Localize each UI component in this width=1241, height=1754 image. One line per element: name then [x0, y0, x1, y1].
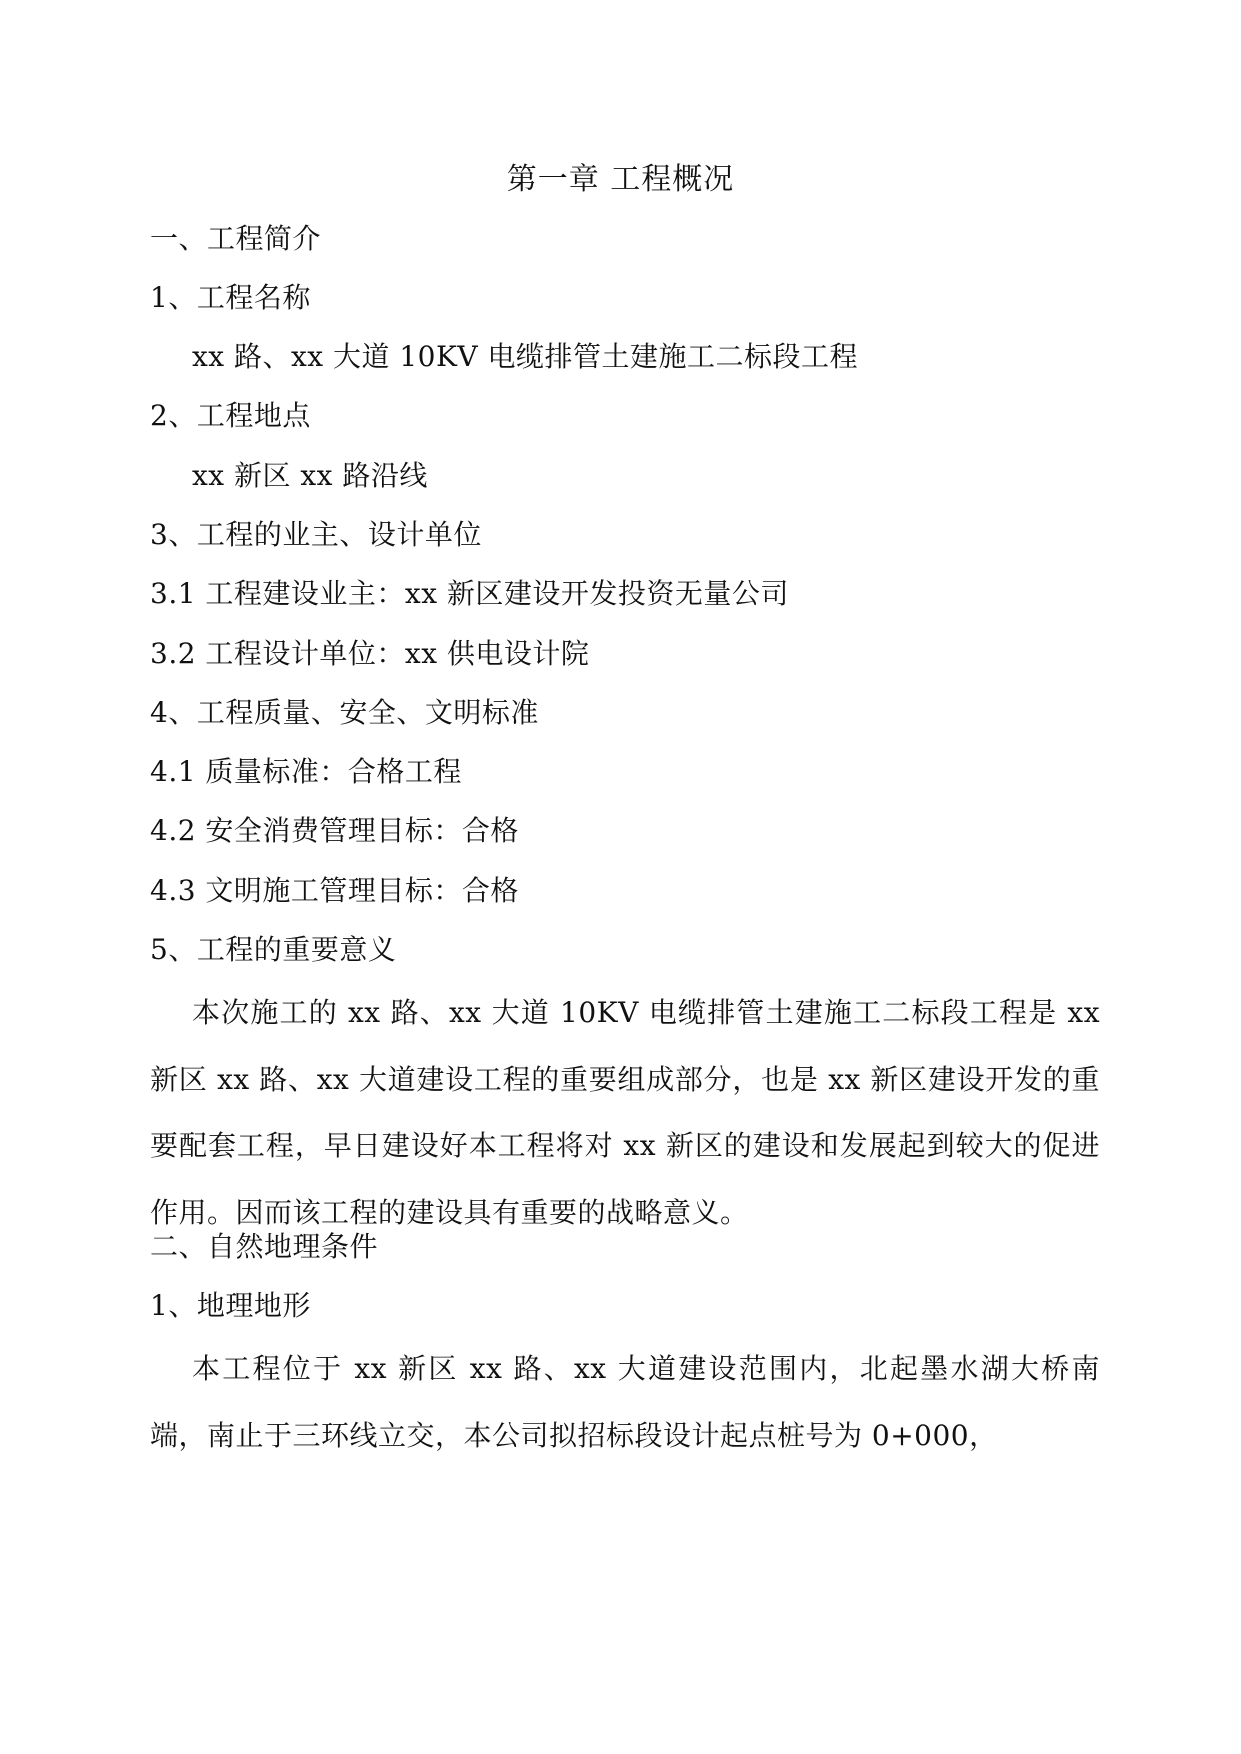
quality-standard-text: 4.1 质量标准：合格工程	[150, 755, 462, 788]
owner-text: 3.1 工程建设业主：xx 新区建设开发投资无量公司	[150, 577, 789, 610]
designer-text: 3.2 工程设计单位：xx 供电设计院	[150, 637, 590, 670]
subheading-geography: 1、地理地形	[150, 1289, 311, 1322]
subheading-project-name: 1、工程名称	[150, 281, 311, 314]
significance-paragraph: 本次施工的 xx 路、xx 大道 10KV 电缆排管土建施工二标段工程是 xx 新区 xx 路、xx 大道建设工程的重要组成部分，也是 xx 新区建设开发的重要配套工程，早日建设好本工程将对 xx 新区的建设和发展起到较大的促进作用。因而该工程的建设具有重要的战略意义。	[150, 996, 1100, 1229]
civilization-target-text: 4.3 文明施工管理目标：合格	[150, 874, 519, 907]
subheading-project-location: 2、工程地点	[150, 399, 311, 432]
chapter-title: 第一章 工程概况	[506, 162, 735, 197]
section-heading-natural-conditions: 二、自然地理条件	[150, 1230, 379, 1263]
subheading-significance: 5、工程的重要意义	[150, 933, 397, 966]
safety-target-text: 4.2 安全消费管理目标：合格	[150, 814, 519, 847]
subheading-owner-designer: 3、工程的业主、设计单位	[150, 518, 482, 551]
project-name-text: xx 路、xx 大道 10KV 电缆排管土建施工二标段工程	[192, 340, 859, 373]
section-heading-engineering-intro: 一、工程简介	[150, 222, 322, 255]
subheading-standards: 4、工程质量、安全、文明标准	[150, 696, 539, 729]
geography-paragraph: 本工程位于 xx 新区 xx 路、xx 大道建设范围内，北起墨水湖大桥南端，南止于三环线立交，本公司拟招标段设计起点桩号为 0+000，	[150, 1352, 1100, 1452]
project-location-text: xx 新区 xx 路沿线	[192, 459, 428, 492]
